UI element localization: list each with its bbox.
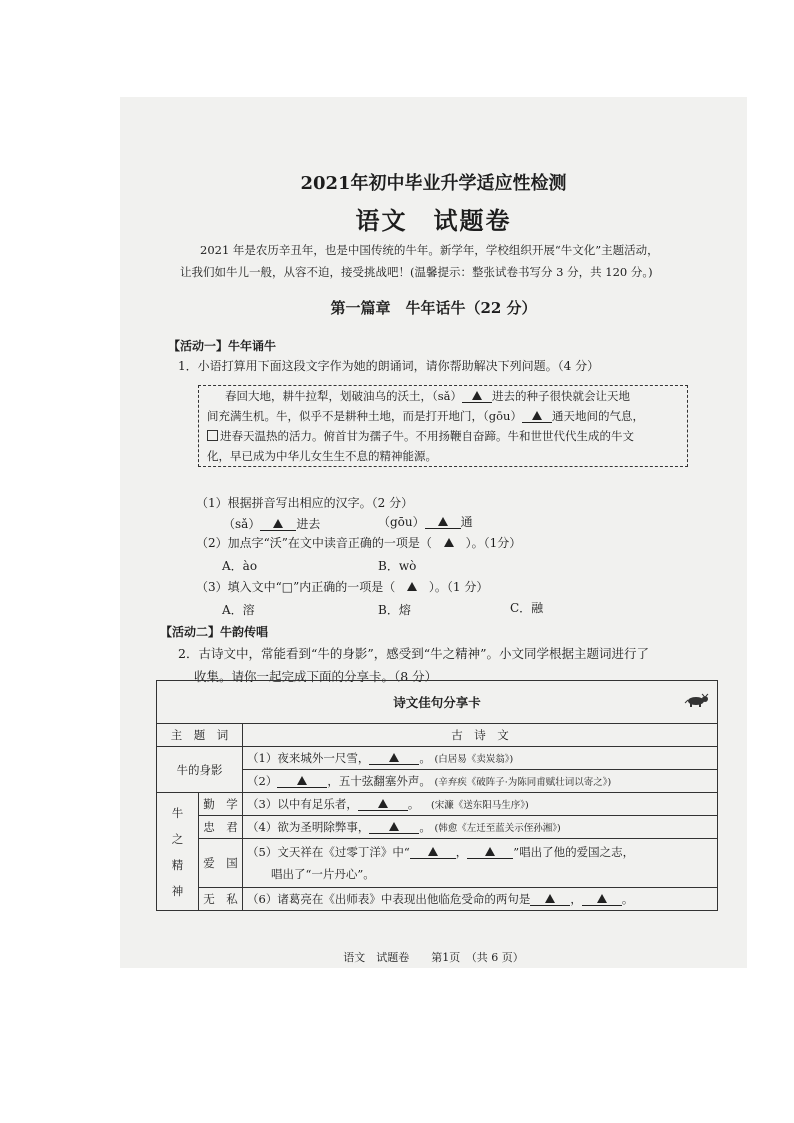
pinyin-label: （sǎ） [223,517,261,531]
question-text: （3）填入文中“□”内正确的一项是（ [196,580,396,594]
question-text: （2）加点字“沃”在文中读音正确的一项是（ [196,536,432,550]
triangle-icon [389,822,399,831]
answer-blank[interactable] [530,893,570,906]
intro-line-1: 2021 年是农历辛丑年，也是中国传统的牛年。新学年，学校组织开展“牛文化”主题活动， [200,243,659,257]
passage-line-4: 化，早已成为中华儿女生生不息的精神能源。 [207,449,437,463]
triangle-icon [389,753,399,762]
answer-blank[interactable] [277,775,327,788]
option-C[interactable]: C．融 [510,601,544,615]
keyword-aiguo: 爱 国 [199,839,243,888]
passage-text: 通天地间的气息， [551,409,644,423]
option-A[interactable]: A．溶 [222,603,255,617]
poem-text: ， [455,845,468,859]
table-row [157,888,718,911]
activity-2-label: 【活动二】牛韵传唱 [160,625,269,639]
answer-blank[interactable] [369,752,419,765]
triangle-icon [444,538,454,547]
passage-text: 间充满生机。牛，似乎不是耕种土地，而是打开地门，（gōu） [207,409,522,423]
question-2-line-1: 2．古诗文中，常能看到“牛的身影”，感受到“牛之精神”。小文同学根据主题词进行了 [178,646,650,661]
activity-1-label: 【活动一】牛年诵牛 [168,339,277,353]
table-row [157,747,718,770]
answer-blank[interactable] [410,846,456,859]
triangle-icon [545,894,555,903]
intro-line-2: 让我们如牛儿一般，从容不迫，接受挑战吧！(温馨提示：整张试卷书写分 3 分，共 120 分。) [180,265,653,279]
poem-text: ”唱出了他的爱国之志， [513,845,635,859]
poem-text: （4）欲为圣明除弊事， [247,820,370,834]
poem-text: 。 [419,751,431,765]
poem-text: （6）诸葛亮在《出师表》中表现出他临危受命的两句是 [247,892,531,906]
poem-text: 唱出了“一片丹心”。 [271,867,375,881]
sub-question-2 [196,534,521,551]
option-B[interactable]: B．wò [378,559,417,573]
question-1: 1．小语打算用下面这段文字作为她的朗诵词，请你帮助解决下列问题。（4 分） [178,359,600,373]
fill-in-box[interactable] [207,430,218,441]
answer-blank[interactable] [260,518,296,531]
triangle-icon [273,519,283,528]
keyword-wusi: 无 私 [199,888,243,911]
sub-question-1: （1）根据拼音写出相应的汉字。（2 分） [196,496,414,510]
col-theme-header: 主 题 词 [157,724,243,747]
ox-icon [683,693,709,707]
theme-niu-shenying: 牛的身影 [157,747,243,793]
poem-cell-3 [243,793,718,816]
theme-char: 之 [171,831,184,846]
exam-subtitle: 语文 试题卷 [355,206,512,235]
chapter-heading: 第一篇章 牛年话牛（22 分） [330,299,537,317]
poem-text: ， [570,892,582,906]
table-row [157,839,718,888]
question-text: ）。（1 分） [428,580,489,594]
card-title-text: 诗文佳句分享卡 [393,695,481,710]
keyword-qinxue: 勤 学 [199,793,243,816]
poem-text: （1）夜来城外一尺雪， [247,751,370,765]
card-title-row [157,681,718,724]
poem-text: （3）以中有足乐者， [247,797,358,811]
table-row [157,793,718,816]
table-row [157,816,718,839]
pinyin-label: （gōu） [378,515,425,529]
poem-cell-5 [243,839,718,888]
sub-question-1-b [378,513,473,530]
answer-blank[interactable] [467,846,513,859]
passage-text: 进春天温热的活力。俯首甘为孺子牛。不用扬鞭自奋蹄。牛和世世代代生成的牛文 [220,429,634,443]
sub-question-3 [196,578,488,595]
poem-text: 。 [419,820,431,834]
poem-source: (宋濂《送东阳马生序》) [430,800,529,811]
answer-blank[interactable] [582,893,622,906]
poem-text: 。 [407,797,420,811]
poem-source: (辛弃疾《破阵子·为陈同甫赋壮词以寄之》) [434,777,612,788]
answer-suffix: 通 [460,515,473,529]
answer-blank[interactable] [462,390,492,403]
passage-text: 春回大地，耕牛拉犁，划破油乌的沃土，（sǎ） [225,389,463,403]
keyword-zhongjun: 忠 君 [199,816,243,839]
answer-blank[interactable] [358,798,408,811]
theme-char: 神 [171,883,184,898]
question-text: ）。（1分） [465,536,522,550]
poem-cell-2 [243,770,718,793]
share-card-table [156,680,718,911]
theme-char: 牛 [171,805,184,820]
passage-line-2 [207,408,644,424]
triangle-icon [407,582,417,591]
page-footer: 语文 试题卷 第1页 （共 6 页） [343,951,524,964]
poem-text: （5）文天祥在《过零丁洋》中“ [247,845,410,859]
option-A[interactable]: A．ào [222,559,258,573]
answer-blank[interactable] [369,821,419,834]
passage-line-3 [207,428,634,444]
question-2-line-2: 收集。请你一起完成下面的分享卡。（8 分） [194,669,438,684]
triangle-icon [428,847,438,856]
theme-char: 精 [171,857,184,872]
poem-cell-1 [243,747,718,770]
answer-blank[interactable] [522,410,552,423]
triangle-icon [597,894,607,903]
theme-niu-jingshen [157,793,199,911]
triangle-icon [532,411,542,420]
exam-page [120,97,747,968]
option-B[interactable]: B．熔 [378,603,411,617]
poem-cell-4 [243,816,718,839]
card-header-row [157,724,718,747]
triangle-icon [472,391,482,400]
passage-box [198,385,688,467]
poem-cell-6 [243,888,718,911]
passage-text: 进去的种子很快就会让天地 [492,389,631,403]
answer-blank[interactable] [425,516,461,529]
poem-text: 。 [621,892,634,906]
triangle-icon [378,799,388,808]
poem-text: （2） [247,774,278,788]
poem-text: ，五十弦翻塞外声。 [327,774,431,788]
card-title [157,681,718,724]
triangle-icon [297,776,307,785]
triangle-icon [438,517,448,526]
answer-suffix: 进去 [296,517,321,531]
poem-source: (白居易《卖炭翁》) [434,754,514,765]
col-poem-header: 古 诗 文 [243,724,718,747]
passage-line-1 [225,388,630,404]
sub-question-1-a [223,515,320,532]
triangle-icon [485,847,495,856]
poem-source: (韩愈《左迁至蓝关示侄孙湘》) [434,823,561,834]
exam-title: 2021年初中毕业升学适应性检测 [300,173,567,194]
